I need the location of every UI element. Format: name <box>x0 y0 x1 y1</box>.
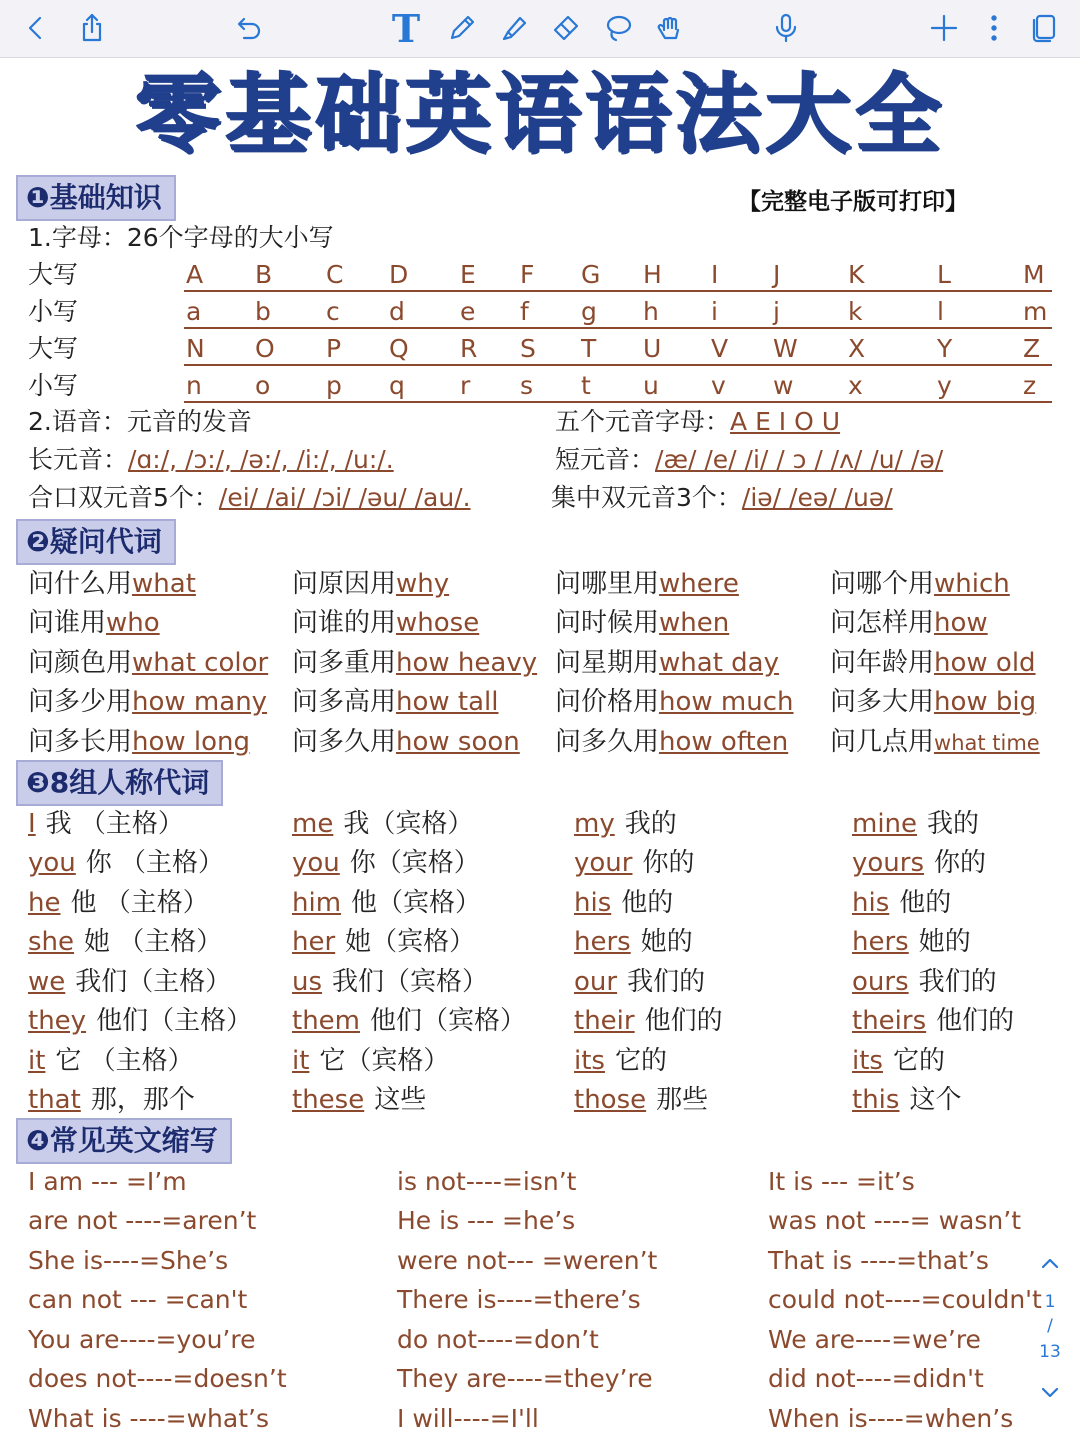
section-pronouns: ❸8组人称代词 <box>16 760 223 806</box>
share-icon[interactable] <box>70 6 114 50</box>
pronoun-item <box>574 845 694 881</box>
pronoun-word: his <box>852 888 890 918</box>
pronoun-meaning: 你的 <box>934 848 987 878</box>
alphabet-letter: q <box>389 371 405 400</box>
pronoun-word: hers <box>574 927 631 957</box>
back-icon[interactable] <box>14 6 58 50</box>
pronoun-word: this <box>852 1085 900 1115</box>
question-word: how often <box>659 727 789 757</box>
alphabet-letter: J <box>773 260 781 289</box>
abbreviation-item: When is----=when’s <box>768 1404 1014 1433</box>
page-up-icon[interactable] <box>1038 1254 1062 1272</box>
question-word-item <box>28 645 268 681</box>
pronoun-meaning: 你 （主格） <box>85 848 225 878</box>
question-word: where <box>659 569 739 599</box>
question-prompt: 问几点用 <box>830 727 935 757</box>
pronoun-word: her <box>292 927 336 957</box>
pronoun-item <box>292 845 480 881</box>
alphabet-row-label: 小写 <box>28 297 79 326</box>
pronoun-word: I <box>28 809 36 839</box>
alphabet-letter: a <box>186 297 202 326</box>
pronoun-word: it <box>292 1046 310 1076</box>
pronoun-word: he <box>28 888 61 918</box>
alphabet-letter: x <box>848 371 863 400</box>
page-separator: / <box>1047 1316 1053 1336</box>
question-word-item <box>555 684 794 720</box>
pronoun-word: it <box>28 1046 46 1076</box>
abbreviation-item: They are----=they’re <box>397 1364 653 1393</box>
pronoun-item <box>28 1043 194 1079</box>
pronoun-item <box>28 845 224 881</box>
pronoun-word: our <box>574 967 618 997</box>
alphabet-letter: n <box>186 371 202 400</box>
alphabet-letter: e <box>460 297 476 326</box>
pronoun-item <box>292 885 481 921</box>
alphabet-letter: O <box>255 334 275 363</box>
question-word: how old <box>934 648 1036 678</box>
alphabet-letter: c <box>326 297 340 326</box>
question-prompt: 问原因用 <box>292 569 397 599</box>
alphabet-letter: N <box>186 334 205 363</box>
alphabet-letter: D <box>389 260 409 289</box>
toolbar <box>0 0 1080 58</box>
pronoun-word: you <box>28 848 76 878</box>
question-word-item <box>555 566 739 602</box>
question-word: what time <box>934 731 1040 755</box>
question-word-item <box>830 566 1010 602</box>
abbreviation-item: I am --- =I’m <box>28 1167 187 1196</box>
centering-diphthongs-label: 集中双元音3个： <box>551 483 742 512</box>
pronoun-word: me <box>292 809 334 839</box>
section-basics: ❶基础知识 <box>16 175 176 221</box>
pronoun-item <box>292 1003 526 1039</box>
alphabet-letter: W <box>773 334 798 363</box>
question-word-item <box>292 684 499 720</box>
abbreviation-item: It is --- =it’s <box>768 1167 915 1196</box>
long-vowels-value: /ɑ:/, /ɔ:/, /ə:/, /i:/, /u:/. <box>128 445 394 474</box>
short-vowels-value: /æ/ /e/ /i/ / ɔ / /ʌ/ /u/ /ə/ <box>655 445 944 474</box>
pronoun-item <box>28 885 209 921</box>
pronoun-word: my <box>574 809 615 839</box>
microphone-icon[interactable] <box>764 6 808 50</box>
question-word-item <box>292 605 479 641</box>
alphabet-row <box>184 293 1052 329</box>
pronoun-item <box>292 1043 449 1079</box>
abbreviation-item: What is ----=what’s <box>28 1404 269 1433</box>
question-word-item <box>28 724 250 760</box>
alphabet-letter: P <box>326 334 342 363</box>
pages-icon[interactable] <box>1022 6 1066 50</box>
abbreviation-item: could not----=couldn't <box>768 1285 1042 1314</box>
pronoun-meaning: 她的 <box>918 927 971 957</box>
alphabet-letter: A <box>186 260 204 289</box>
abbreviation-item: can not --- =can't <box>28 1285 248 1314</box>
pronoun-word: its <box>852 1046 883 1076</box>
question-prompt: 问多高用 <box>292 687 397 717</box>
alphabet-letter: k <box>848 297 863 326</box>
pronoun-word: his <box>574 888 612 918</box>
alphabet-letter: G <box>581 260 601 289</box>
alphabet-letter: s <box>520 371 534 400</box>
question-prompt: 问多久用 <box>555 727 660 757</box>
alphabet-letter: E <box>460 260 476 289</box>
lasso-icon[interactable] <box>596 6 640 50</box>
pronoun-meaning: 他们（主格） <box>96 1006 253 1036</box>
vowel-letters-label: 五个元音字母： <box>555 407 731 436</box>
question-word: how heavy <box>396 648 538 678</box>
text-tool-label: T <box>391 5 421 51</box>
question-word-item <box>292 566 449 602</box>
alphabet-letter: V <box>711 334 729 363</box>
pronoun-meaning: 你的 <box>642 848 695 878</box>
alphabet-letter: L <box>937 260 951 289</box>
page-total: 13 <box>1039 1342 1061 1362</box>
alphabet-letter: b <box>255 297 271 326</box>
pronoun-item <box>292 1082 426 1118</box>
pronoun-word: mine <box>852 809 918 839</box>
document-page[interactable] <box>0 59 1080 1440</box>
pronoun-item <box>292 924 475 960</box>
alphabet-row <box>184 256 1052 292</box>
alphabet-letter: o <box>255 371 271 400</box>
abbreviation-item: She is----=She’s <box>28 1246 229 1275</box>
pronoun-word: us <box>292 967 323 997</box>
pronoun-meaning: 他们的 <box>644 1006 723 1036</box>
abbreviation-item: are not ----=aren’t <box>28 1206 257 1235</box>
question-prompt: 问多少用 <box>28 687 133 717</box>
pronoun-word: their <box>574 1006 635 1036</box>
pen-icon[interactable] <box>440 6 484 50</box>
pronoun-meaning: 他们的 <box>936 1006 1015 1036</box>
alphabet-letter: Y <box>937 334 953 363</box>
pronoun-item <box>852 964 997 1000</box>
alphabet-row <box>184 330 1052 366</box>
alphabet-letter: H <box>643 260 662 289</box>
alphabet-letter: Q <box>389 334 409 363</box>
question-word-item <box>830 684 1036 720</box>
question-prompt: 问谁的用 <box>292 608 397 638</box>
vowel-letters-value: A E I O U <box>730 407 841 436</box>
question-word: how soon <box>396 727 520 757</box>
alphabet-letter: U <box>643 334 662 363</box>
abbreviation-item: He is --- =he’s <box>397 1206 576 1235</box>
question-word-item <box>830 605 988 641</box>
alphabet-letter: Z <box>1023 334 1041 363</box>
phonetics-heading: 2.语音：元音的发音 <box>28 407 252 436</box>
question-word-item <box>555 605 729 641</box>
page-down-icon[interactable] <box>1038 1384 1062 1402</box>
abbreviation-item: You are----=you’re <box>28 1325 256 1354</box>
question-word: which <box>934 569 1010 599</box>
alphabet-letter: j <box>773 297 780 326</box>
pronoun-word: him <box>292 888 342 918</box>
centering-diphthongs <box>551 481 893 515</box>
question-word: how many <box>132 687 268 717</box>
pronoun-word: hers <box>852 927 909 957</box>
hand-icon[interactable] <box>648 6 692 50</box>
question-prompt: 问哪个用 <box>830 569 935 599</box>
pronoun-word: theirs <box>852 1006 927 1036</box>
pronoun-item <box>28 806 184 842</box>
question-word-item <box>555 645 779 681</box>
question-prompt: 问时候用 <box>555 608 660 638</box>
question-word-item <box>830 724 1040 761</box>
question-word-item <box>28 684 267 720</box>
pronoun-meaning: 我的 <box>927 809 980 839</box>
page-indicator <box>1032 1250 1068 1410</box>
pronoun-meaning: 那些 <box>656 1085 709 1115</box>
question-prompt: 问价格用 <box>555 687 660 717</box>
alphabet-letter: I <box>711 260 719 289</box>
pronoun-item <box>574 1043 667 1079</box>
question-word: how tall <box>396 687 499 717</box>
page-current: 1 <box>1044 1292 1056 1312</box>
question-word-item <box>28 566 196 602</box>
vowel-letters <box>555 405 840 439</box>
centering-diphthongs-value: /iə/ /eə/ /uə/ <box>741 483 893 512</box>
abbreviation-item: There is----=there’s <box>397 1285 641 1314</box>
pronoun-meaning: 我们（宾格） <box>332 967 489 997</box>
eraser-icon[interactable] <box>544 6 588 50</box>
question-prompt: 问哪里用 <box>555 569 660 599</box>
pronoun-meaning: 那，那个 <box>90 1085 195 1115</box>
pronoun-meaning: 我们的 <box>918 967 997 997</box>
pronoun-meaning: 他的 <box>899 888 952 918</box>
pronoun-word: these <box>292 1085 365 1115</box>
pronoun-item <box>852 924 971 960</box>
pronoun-meaning: 她 （主格） <box>84 927 223 957</box>
question-prompt: 问颜色用 <box>28 648 133 678</box>
abbreviation-item: was not ----= wasn’t <box>768 1206 1021 1235</box>
pronoun-meaning: 它的 <box>892 1046 945 1076</box>
pronoun-item <box>28 964 231 1000</box>
closing-diphthongs-label: 合口双元音5个： <box>28 483 219 512</box>
long-vowels <box>28 443 394 477</box>
alphabet-letter: v <box>711 371 726 400</box>
more-icon[interactable] <box>972 6 1016 50</box>
alphabet-row-label: 小写 <box>28 371 79 400</box>
abbreviation-item: do not----=don’t <box>397 1325 599 1354</box>
pronoun-word: its <box>574 1046 605 1076</box>
pronoun-item <box>574 1003 723 1039</box>
pronoun-item <box>852 885 951 921</box>
abbreviation-item: were not--- =weren’t <box>397 1246 658 1275</box>
section-abbreviations: ❹常见英文缩写 <box>16 1118 232 1164</box>
question-word: when <box>659 608 730 638</box>
alphabet-letter: F <box>520 260 535 289</box>
pronoun-meaning: 他的 <box>621 888 674 918</box>
alphabet-letter: p <box>326 371 342 400</box>
question-word-item <box>292 724 520 760</box>
short-vowels-label: 短元音： <box>555 445 656 474</box>
pronoun-word: those <box>574 1085 647 1115</box>
pronoun-meaning: 这些 <box>374 1085 427 1115</box>
pronoun-word: you <box>292 848 340 878</box>
alphabet-letter: g <box>581 297 597 326</box>
pronoun-meaning: 这个 <box>909 1085 962 1115</box>
pronoun-item <box>852 1082 961 1118</box>
pronoun-meaning: 你（宾格） <box>349 848 480 878</box>
alphabet-letter: B <box>255 260 273 289</box>
question-word-item <box>830 645 1036 681</box>
abbreviation-item: does not----=doesn’t <box>28 1364 287 1393</box>
pronoun-item <box>574 806 677 842</box>
pronoun-item <box>292 964 488 1000</box>
text-tool-icon[interactable] <box>384 6 428 50</box>
alphabet-letter: w <box>773 371 794 400</box>
pronoun-item <box>852 845 986 881</box>
pronoun-meaning: 我的 <box>624 809 677 839</box>
pronoun-word: them <box>292 1006 360 1036</box>
pronoun-item <box>292 806 473 842</box>
question-prompt: 问星期用 <box>555 648 660 678</box>
pronoun-meaning: 她（宾格） <box>345 927 476 957</box>
alphabet-letter: f <box>520 297 529 326</box>
question-word-item <box>555 724 788 760</box>
pronoun-item <box>852 1003 1014 1039</box>
alphabet-letter: d <box>389 297 405 326</box>
pronoun-word: ours <box>852 967 909 997</box>
closing-diphthongs <box>28 481 471 515</box>
add-icon[interactable] <box>922 6 966 50</box>
alphabet-letter: l <box>937 297 944 326</box>
question-prompt: 问多久用 <box>292 727 397 757</box>
pronoun-word: we <box>28 967 66 997</box>
question-prompt: 问多大用 <box>830 687 935 717</box>
alphabet-letter: i <box>711 297 718 326</box>
alphabet-letter: r <box>460 371 471 400</box>
question-word: who <box>106 608 160 638</box>
alphabet-letter: h <box>643 297 659 326</box>
pronoun-meaning: 它 （主格） <box>55 1046 194 1076</box>
abbreviation-item: That is ----=that’s <box>768 1246 989 1275</box>
question-word: what <box>132 569 196 599</box>
pronoun-meaning: 他 （主格） <box>70 888 209 918</box>
pronoun-word: that <box>28 1085 81 1115</box>
question-prompt: 问年龄用 <box>830 648 935 678</box>
highlighter-icon[interactable] <box>492 6 536 50</box>
pronoun-item <box>574 885 673 921</box>
pronoun-item <box>28 924 222 960</box>
pronoun-item <box>28 1082 195 1118</box>
question-prompt: 问多重用 <box>292 648 397 678</box>
question-word: how much <box>659 687 794 717</box>
question-word-item <box>292 645 537 681</box>
pronoun-meaning: 它的 <box>614 1046 667 1076</box>
alphabet-letter: z <box>1023 371 1037 400</box>
pronoun-item <box>574 924 693 960</box>
alphabet-letter: C <box>326 260 344 289</box>
alphabet-letter: S <box>520 334 536 363</box>
question-prompt: 问什么用 <box>28 569 133 599</box>
alphabet-row-label: 大写 <box>28 334 79 363</box>
section-question-words: ❷疑问代词 <box>16 519 176 565</box>
question-word: how <box>934 608 988 638</box>
question-word: how big <box>934 687 1037 717</box>
pronoun-word: your <box>574 848 633 878</box>
letters-heading: 1.字母：26个字母的大小写 <box>28 223 334 252</box>
pronoun-item <box>28 1003 252 1039</box>
alphabet-letter: u <box>643 371 659 400</box>
abbreviation-item: did not----=didn't <box>768 1364 984 1393</box>
closing-diphthongs-value: /ei/ /ai/ /ɔi/ /əu/ /au/. <box>218 483 471 512</box>
pronoun-meaning: 他（宾格） <box>351 888 482 918</box>
long-vowels-label: 长元音： <box>28 445 129 474</box>
alphabet-letter: K <box>848 260 865 289</box>
pronoun-meaning: 我 （主格） <box>45 809 184 839</box>
alphabet-letter: m <box>1023 297 1048 326</box>
pronoun-meaning: 我们的 <box>627 967 706 997</box>
pronoun-meaning: 他们（宾格） <box>370 1006 527 1036</box>
alphabet-letter: t <box>581 371 591 400</box>
question-prompt: 问谁用 <box>28 608 107 638</box>
pronoun-meaning: 它（宾格） <box>319 1046 450 1076</box>
question-word-item <box>28 605 160 641</box>
pronoun-word: yours <box>852 848 925 878</box>
pronoun-meaning: 她的 <box>640 927 693 957</box>
alphabet-letter: X <box>848 334 866 363</box>
question-word: what color <box>132 648 269 678</box>
pronoun-item <box>574 1082 708 1118</box>
question-word: whose <box>396 608 480 638</box>
question-prompt: 问多长用 <box>28 727 133 757</box>
question-word: why <box>396 569 450 599</box>
alphabet-letter: R <box>460 334 478 363</box>
alphabet-letter: M <box>1023 260 1045 289</box>
undo-icon[interactable] <box>226 6 270 50</box>
alphabet-letter: y <box>937 371 952 400</box>
short-vowels <box>555 443 943 477</box>
abbreviation-item: We are----=we’re <box>768 1325 981 1354</box>
question-word: what day <box>659 648 779 678</box>
pronoun-item <box>852 806 979 842</box>
abbreviation-item: is not----=isn’t <box>397 1167 577 1196</box>
alphabet-row <box>184 367 1052 403</box>
pronoun-word: she <box>28 927 75 957</box>
pronoun-item <box>574 964 705 1000</box>
question-word: how long <box>132 727 251 757</box>
pronoun-meaning: 我们（主格） <box>75 967 232 997</box>
question-prompt: 问怎样用 <box>830 608 935 638</box>
alphabet-letter: T <box>581 334 597 363</box>
alphabet-row-label: 大写 <box>28 260 79 289</box>
printable-note: 【完整电子版可打印】 <box>738 189 968 215</box>
page-title: 零基础英语语法大全 <box>135 65 945 165</box>
pronoun-word: they <box>28 1006 87 1036</box>
abbreviation-item: I will----=I'll <box>397 1404 539 1433</box>
pronoun-meaning: 我（宾格） <box>343 809 474 839</box>
pronoun-item <box>852 1043 945 1079</box>
